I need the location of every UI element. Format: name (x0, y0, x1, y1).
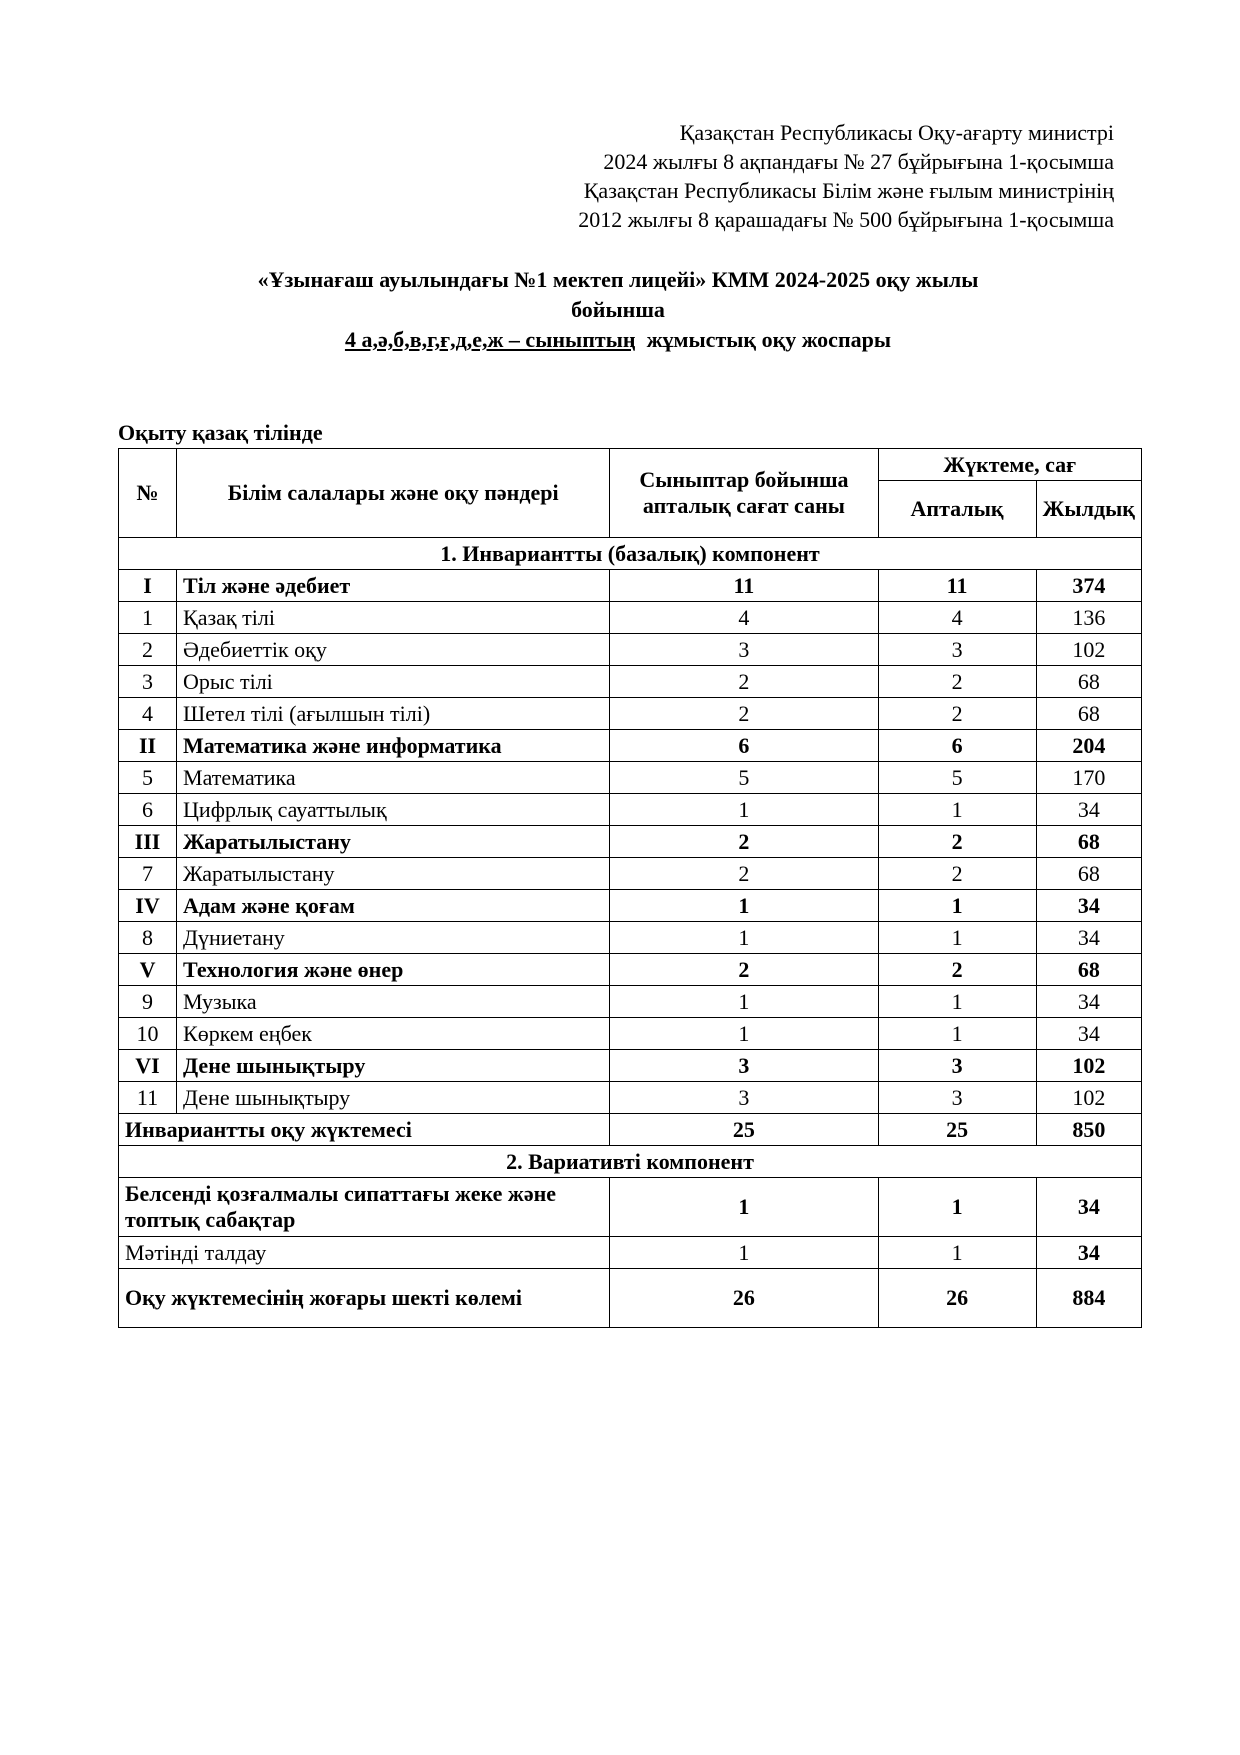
row-num: 1 (119, 602, 177, 634)
section-invariant: 1. Инвариантты (базалық) компонент (119, 538, 1142, 570)
row-week: 5 (878, 762, 1036, 794)
row-num: VI (119, 1050, 177, 1082)
header-line: Қазақстан Республикасы Оқу-ағарту министрі (679, 120, 1114, 145)
subject-row (119, 1082, 1142, 1114)
header-weekly-hours: Сыныптар бойынша апталық сағат саны (610, 449, 878, 538)
row-num: 5 (119, 762, 177, 794)
section-variative: 2. Вариативті компонент (119, 1146, 1142, 1178)
subject-row (119, 922, 1142, 954)
subject-row (119, 762, 1142, 794)
subject-rows (119, 570, 1142, 1114)
section-row (119, 1146, 1142, 1178)
variative-week: 1 (878, 1178, 1036, 1237)
title-plan-label: жұмыстық оқу жоспары (646, 327, 892, 352)
row-week: 1 (878, 794, 1036, 826)
row-week: 1 (878, 890, 1036, 922)
row-num: 2 (119, 634, 177, 666)
row-num: III (119, 826, 177, 858)
row-name: Қазақ тілі (177, 602, 610, 634)
row-name: Дүниетану (177, 922, 610, 954)
row-name: Адам және қоғам (177, 890, 610, 922)
max-load-label: Оқу жүктемесінің жоғары шекті көлемі (119, 1269, 610, 1328)
row-num: 8 (119, 922, 177, 954)
row-year: 170 (1036, 762, 1141, 794)
row-week: 1 (878, 986, 1036, 1018)
row-name: Дене шынықтыру (177, 1082, 610, 1114)
row-year: 102 (1036, 1050, 1141, 1082)
row-year: 374 (1036, 570, 1141, 602)
row-num: 7 (119, 858, 177, 890)
curriculum-table (118, 448, 1142, 1328)
total-year: 850 (1036, 1114, 1141, 1146)
subject-area-row (119, 730, 1142, 762)
row-year: 34 (1036, 890, 1141, 922)
row-name: Жаратылыстану (177, 826, 610, 858)
total-week: 25 (878, 1114, 1036, 1146)
max-load-hours: 26 (610, 1269, 878, 1328)
row-hours: 3 (610, 1050, 878, 1082)
row-hours: 2 (610, 858, 878, 890)
row-year: 204 (1036, 730, 1141, 762)
row-hours: 3 (610, 1082, 878, 1114)
row-name: Математика (177, 762, 610, 794)
row-name: Дене шынықтыру (177, 1050, 610, 1082)
max-load-row (119, 1269, 1142, 1328)
row-year: 34 (1036, 922, 1141, 954)
row-num: 4 (119, 698, 177, 730)
row-week: 2 (878, 698, 1036, 730)
row-year: 68 (1036, 826, 1141, 858)
subject-area-row (119, 570, 1142, 602)
title-line-3 (118, 325, 1118, 355)
row-hours: 6 (610, 730, 878, 762)
row-num: 10 (119, 1018, 177, 1050)
variative-hours: 1 (610, 1178, 878, 1237)
subject-area-row (119, 1050, 1142, 1082)
row-week: 1 (878, 1018, 1036, 1050)
document-title (118, 265, 1118, 355)
header-weekly: Апталық (878, 481, 1036, 538)
row-week: 6 (878, 730, 1036, 762)
row-week: 1 (878, 922, 1036, 954)
row-name: Тіл және әдебиет (177, 570, 610, 602)
subject-row (119, 1018, 1142, 1050)
subject-row (119, 986, 1142, 1018)
row-name: Орыс тілі (177, 666, 610, 698)
row-hours: 1 (610, 986, 878, 1018)
header-line: 2024 жылғы 8 ақпандағы № 27 бұйрығына 1-қосымша (603, 149, 1114, 174)
row-name: Шетел тілі (ағылшын тілі) (177, 698, 610, 730)
row-year: 68 (1036, 666, 1141, 698)
row-week: 2 (878, 954, 1036, 986)
row-num: V (119, 954, 177, 986)
row-num: 6 (119, 794, 177, 826)
title-class-list: 4 а,ә,б,в,г,ғ,д,е,ж – сыныптың (344, 327, 636, 352)
row-week: 2 (878, 858, 1036, 890)
row-name: Музыка (177, 986, 610, 1018)
subject-row (119, 602, 1142, 634)
total-hours: 25 (610, 1114, 878, 1146)
variative-row (119, 1178, 1142, 1237)
subject-row (119, 794, 1142, 826)
row-hours: 3 (610, 634, 878, 666)
language-note: Оқыту қазақ тілінде (118, 420, 323, 445)
max-load-year: 884 (1036, 1269, 1141, 1328)
subject-row (119, 634, 1142, 666)
row-hours: 1 (610, 922, 878, 954)
row-hours: 5 (610, 762, 878, 794)
header-num: № (119, 449, 177, 538)
header-yearly: Жылдық (1036, 481, 1141, 538)
row-week: 2 (878, 666, 1036, 698)
subject-area-row (119, 954, 1142, 986)
row-name: Цифрлық сауаттылық (177, 794, 610, 826)
row-hours: 2 (610, 826, 878, 858)
header-line: 2012 жылғы 8 қарашадағы № 500 бұйрығына 1-қосымша (578, 207, 1114, 232)
row-num: I (119, 570, 177, 602)
row-hours: 2 (610, 666, 878, 698)
text-analysis-year: 34 (1036, 1237, 1141, 1269)
subject-row (119, 698, 1142, 730)
variative-year: 34 (1036, 1178, 1141, 1237)
subject-row (119, 666, 1142, 698)
row-year: 68 (1036, 954, 1141, 986)
row-name: Көркем еңбек (177, 1018, 610, 1050)
title-line-1: «Ұзынағаш ауылындағы №1 мектеп лицейі» КММ 2024-2025 оқу жылы (257, 267, 979, 292)
row-num: IV (119, 890, 177, 922)
row-year: 34 (1036, 986, 1141, 1018)
row-num: 11 (119, 1082, 177, 1114)
row-week: 11 (878, 570, 1036, 602)
row-year: 102 (1036, 1082, 1141, 1114)
header-subjects: Білім салалары және оқу пәндері (177, 449, 610, 538)
text-analysis-hours: 1 (610, 1237, 878, 1269)
row-week: 3 (878, 1082, 1036, 1114)
invariant-total-row (119, 1114, 1142, 1146)
section-row (119, 538, 1142, 570)
row-hours: 1 (610, 794, 878, 826)
row-week: 2 (878, 826, 1036, 858)
max-load-week: 26 (878, 1269, 1036, 1328)
row-name: Әдебиеттік оқу (177, 634, 610, 666)
row-hours: 11 (610, 570, 878, 602)
header-load: Жүктеме, сағ (878, 449, 1141, 481)
row-num: II (119, 730, 177, 762)
row-name: Математика және информатика (177, 730, 610, 762)
title-line-2: бойынша (571, 297, 665, 322)
header-line: Қазақстан Республикасы Білім және ғылым министрінің (583, 178, 1114, 203)
row-hours: 2 (610, 954, 878, 986)
row-name: Жаратылыстану (177, 858, 610, 890)
row-year: 102 (1036, 634, 1141, 666)
row-num: 9 (119, 986, 177, 1018)
row-hours: 1 (610, 890, 878, 922)
row-year: 34 (1036, 794, 1141, 826)
subject-row (119, 858, 1142, 890)
row-year: 68 (1036, 698, 1141, 730)
row-year: 68 (1036, 858, 1141, 890)
row-year: 34 (1036, 1018, 1141, 1050)
row-hours: 4 (610, 602, 878, 634)
row-year: 136 (1036, 602, 1141, 634)
total-label: Инвариантты оқу жүктемесі (119, 1114, 610, 1146)
row-hours: 1 (610, 1018, 878, 1050)
text-analysis-label: Мәтінді талдау (119, 1237, 610, 1269)
variative-label: Белсенді қозғалмалы сипаттағы жеке және топтық сабақтар (119, 1178, 610, 1237)
row-hours: 2 (610, 698, 878, 730)
subject-area-row (119, 826, 1142, 858)
row-week: 3 (878, 634, 1036, 666)
row-week: 4 (878, 602, 1036, 634)
text-analysis-week: 1 (878, 1237, 1036, 1269)
header-row (119, 449, 1142, 481)
header-annotation (578, 118, 1114, 234)
text-analysis-row (119, 1237, 1142, 1269)
row-num: 3 (119, 666, 177, 698)
row-name: Технология және өнер (177, 954, 610, 986)
row-week: 3 (878, 1050, 1036, 1082)
subject-area-row (119, 890, 1142, 922)
